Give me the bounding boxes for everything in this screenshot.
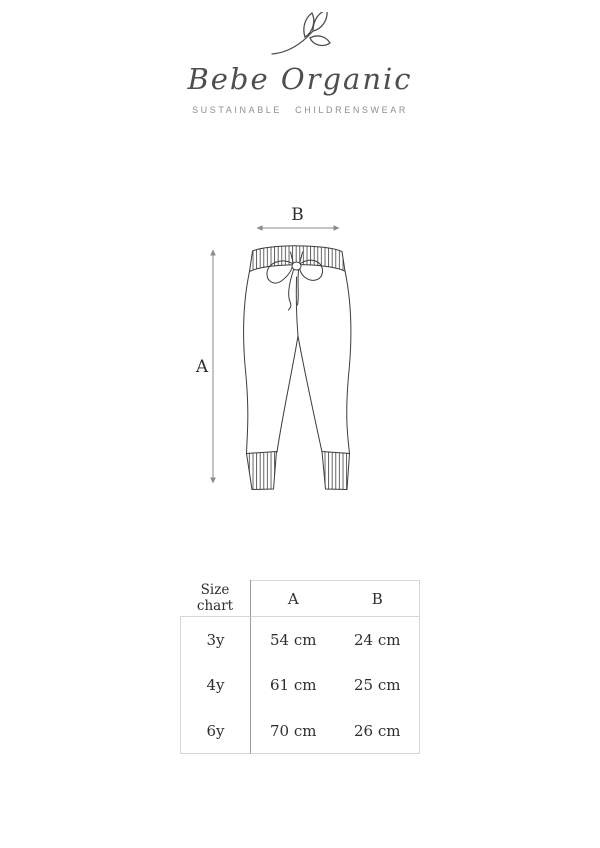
row-size-label: 3y [180,617,251,663]
length-label-a: A [195,357,209,377]
leaf-sprig-icon [266,12,334,60]
size-chart-table [180,580,420,754]
cell-b-value: 26 cm [336,708,421,754]
width-label-b: B [291,205,304,225]
pants-sketch [244,246,351,490]
brand-header [0,0,600,115]
brand-tagline: SUSTAINABLE CHILDRENSWEAR [192,105,408,115]
cell-b-value: 24 cm [336,617,421,663]
width-arrow [257,225,340,231]
pants-diagram [180,195,430,515]
table-corner-label: Size chart [180,580,251,617]
column-header-a: A [251,580,336,617]
cell-a-value: 54 cm [270,630,317,649]
cell-a-value: 70 cm [251,708,336,754]
length-arrow [210,250,216,484]
column-header-b: B [336,580,421,617]
cell-a-value: 61 cm [270,676,317,695]
cell-b-value: 25 cm [336,663,421,709]
brand-name: Bebe Organic [187,62,413,96]
row-size-label: 4y [180,663,251,709]
row-size-label: 6y [180,708,251,754]
